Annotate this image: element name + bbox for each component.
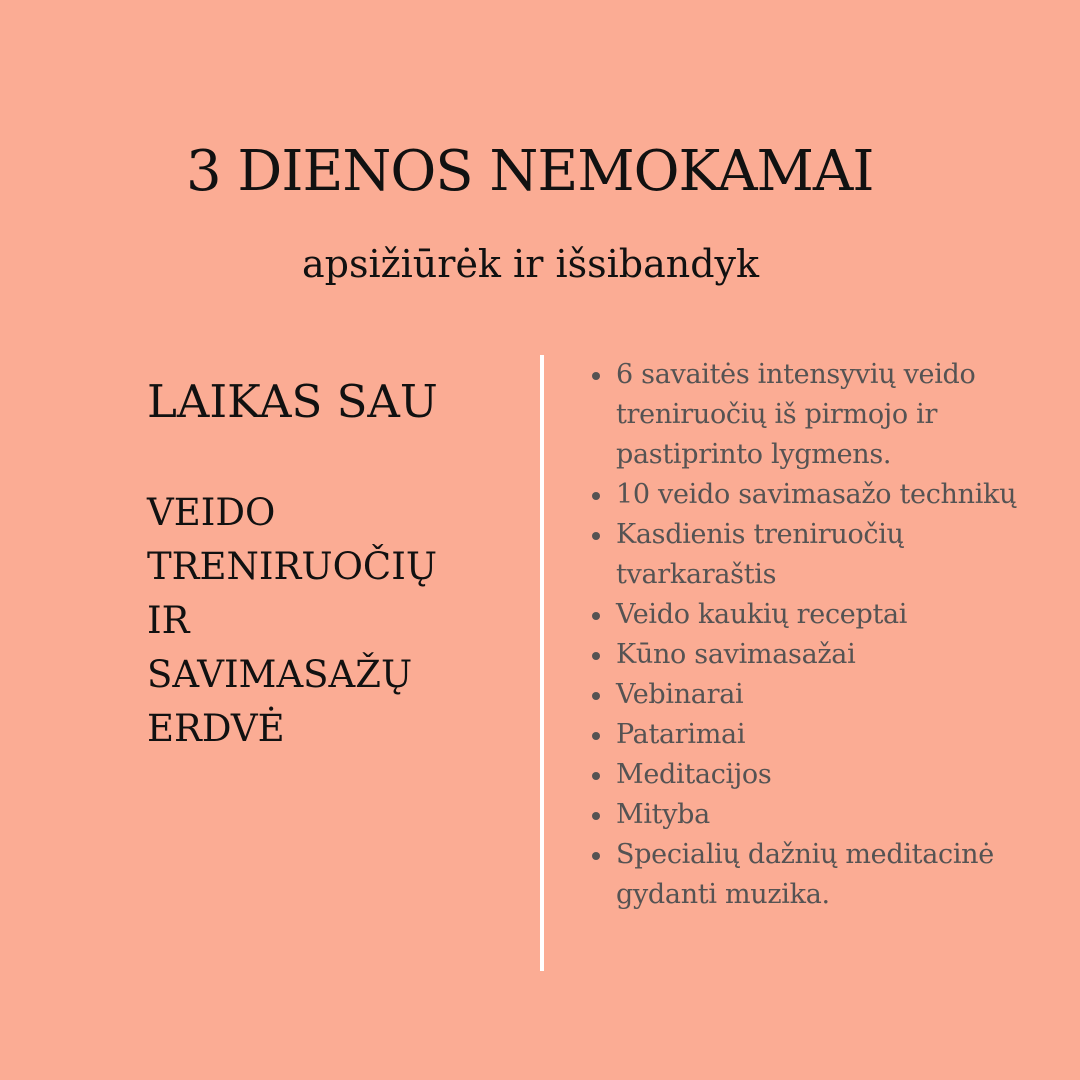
bullet-icon (592, 652, 600, 660)
left-lines (147, 486, 437, 756)
bullet-icon (592, 772, 600, 780)
left-line: IR (147, 599, 190, 642)
bullet-icon (592, 732, 600, 740)
bullet-icon (592, 692, 600, 700)
feature-text: Veido kaukių receptai (616, 599, 908, 630)
feature-item (590, 475, 1040, 515)
feature-item (590, 755, 1040, 795)
feature-item (590, 795, 1040, 835)
feature-item (590, 595, 1040, 635)
headline: 3 DIENOS NEMOKAMAI (186, 139, 874, 204)
feature-text: Vebinarai (616, 679, 744, 710)
bullet-icon (592, 852, 600, 860)
bullet-icon (592, 532, 600, 540)
feature-item (590, 635, 1040, 675)
feature-text: Specialių dažnių meditacinė gydanti muzika. (616, 839, 994, 910)
feature-item (590, 675, 1040, 715)
feature-item (590, 515, 1040, 595)
feature-list (590, 355, 1040, 915)
feature-text: Kūno savimasažai (616, 639, 856, 670)
left-line: ERDVĖ (147, 707, 285, 750)
left-line: VEIDO (147, 491, 276, 534)
feature-text: Mityba (616, 799, 710, 830)
feature-text: 6 savaitės intensyvių veido treniruočių iš pirmojo ir pastiprinto lygmens. (616, 359, 976, 470)
bullet-icon (592, 812, 600, 820)
feature-text: Patarimai (616, 719, 746, 750)
feature-text: 10 veido savimasažo technikų (616, 479, 1017, 510)
left-title: LAIKAS SAU (147, 375, 438, 428)
subheadline: apsižiūrėk ir išsibandyk (302, 242, 760, 286)
bullet-icon (592, 492, 600, 500)
bullet-icon (592, 612, 600, 620)
feature-item (590, 835, 1040, 915)
feature-item (590, 355, 1040, 475)
left-line: SAVIMASAŽŲ (147, 653, 413, 696)
bullet-icon (592, 372, 600, 380)
vertical-divider (540, 355, 544, 971)
feature-text: Meditacijos (616, 759, 772, 790)
feature-text: Kasdienis treniruočių tvarkaraštis (616, 519, 904, 590)
left-line: TRENIRUOČIŲ (147, 545, 438, 588)
feature-item (590, 715, 1040, 755)
